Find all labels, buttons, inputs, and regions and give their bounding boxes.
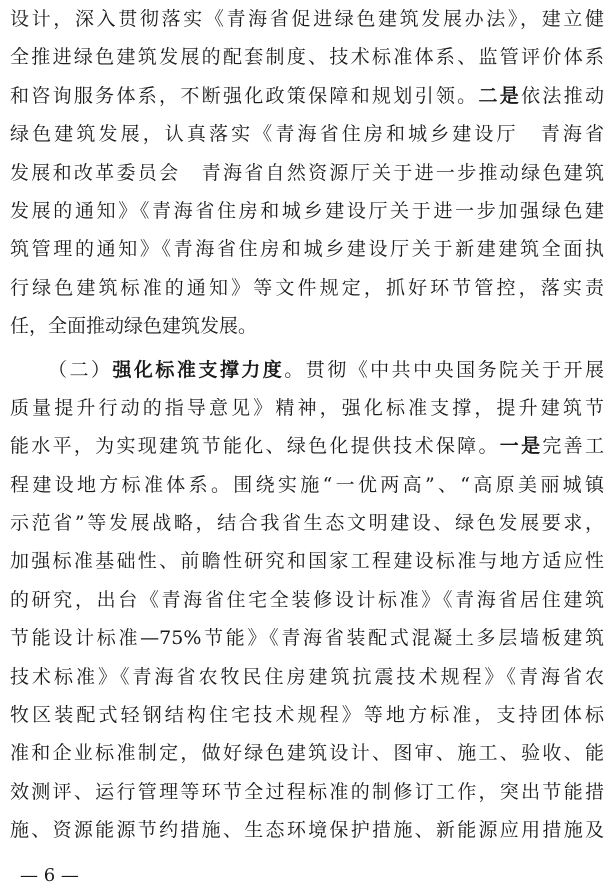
- text-line: [10, 427, 604, 465]
- text-line: 任，全面推动绿色建筑发展。: [10, 315, 258, 338]
- bold-run: 二是: [478, 84, 522, 107]
- text-line: 发展和改革委员会 青海省自然资源厅关于进一步推动绿色建筑: [10, 161, 604, 184]
- text-line: 施、资源能源节约措施、生态环境保护措施、新能源应用措施及: [10, 819, 604, 842]
- text-run: （二）: [48, 358, 113, 381]
- text-line: 技术标准》《青海省农牧民住房建筑抗震技术规程》《青海省农: [10, 665, 604, 688]
- text-run: 。贯彻《中共中央国务院关于开展: [284, 358, 604, 381]
- text-run: 能水平，为实现建筑节能化、绿色化提供技术保障。: [10, 435, 500, 458]
- text-line: 设计，深入贯彻落实《青海省促进绿色建筑发展办法》，建立健: [10, 8, 604, 30]
- page-number: — 6 —: [20, 865, 79, 886]
- text-line: 全推进绿色建筑发展的配套制度、技术标准体系、监管评价体系: [10, 46, 604, 69]
- paragraph-1: [10, 0, 604, 346]
- text-line: 节能设计标准—75%节能》《青海省装配式混凝土多层墙板建筑: [10, 627, 604, 650]
- text-line: 筑管理的通知》《青海省住房和城乡建设厅关于新建建筑全面执: [10, 238, 604, 261]
- paragraph-2: [10, 351, 604, 850]
- document-page: [10, 0, 604, 850]
- text-line: 绿色建筑发展，认真落实《青海省住房和城乡建设厅 青海省: [10, 123, 604, 146]
- text-line: 效测评、运行管理等环节全过程标准的制修订工作，突出节能措: [10, 780, 604, 803]
- text-line: 牧区装配式轻钢结构住宅技术规程》等地方标准，支持团体标: [10, 704, 604, 727]
- section-heading-run: 强化标准支撑力度: [112, 358, 285, 381]
- text-line: [10, 77, 604, 115]
- text-line: 行绿色建筑标准的通知》等文件规定，抓好环节管控，落实责: [10, 276, 604, 299]
- text-line: 准和企业标准制定，做好绿色建筑设计、图审、施工、验收、能: [10, 742, 604, 765]
- text-run: 依法推动: [521, 84, 604, 107]
- text-run: 完善工: [542, 435, 604, 458]
- text-line: 加强标准基础性、前瞻性研究和国家工程建设标准与地方适应性: [10, 550, 604, 573]
- text-run: 和咨询服务体系，不断强化政策保障和规划引领。: [10, 84, 479, 107]
- text-line: 程建设地方标准体系。围绕实施“一优两高”、“高原美丽城镇: [10, 473, 604, 496]
- text-line: 质量提升行动的指导意见》精神，强化标准支撑，提升建筑节: [10, 396, 604, 419]
- text-line: 示范省”等发展战略，结合我省生态文明建设、绿色发展要求，: [10, 512, 604, 535]
- text-line: [10, 351, 604, 389]
- text-line: 的研究，出台《青海省住宅全装修设计标准》《青海省居住建筑: [10, 588, 604, 611]
- text-line: 发展的通知》《青海省住房和城乡建设厅关于进一步加强绿色建: [10, 199, 604, 222]
- bold-run: 一是: [499, 435, 543, 458]
